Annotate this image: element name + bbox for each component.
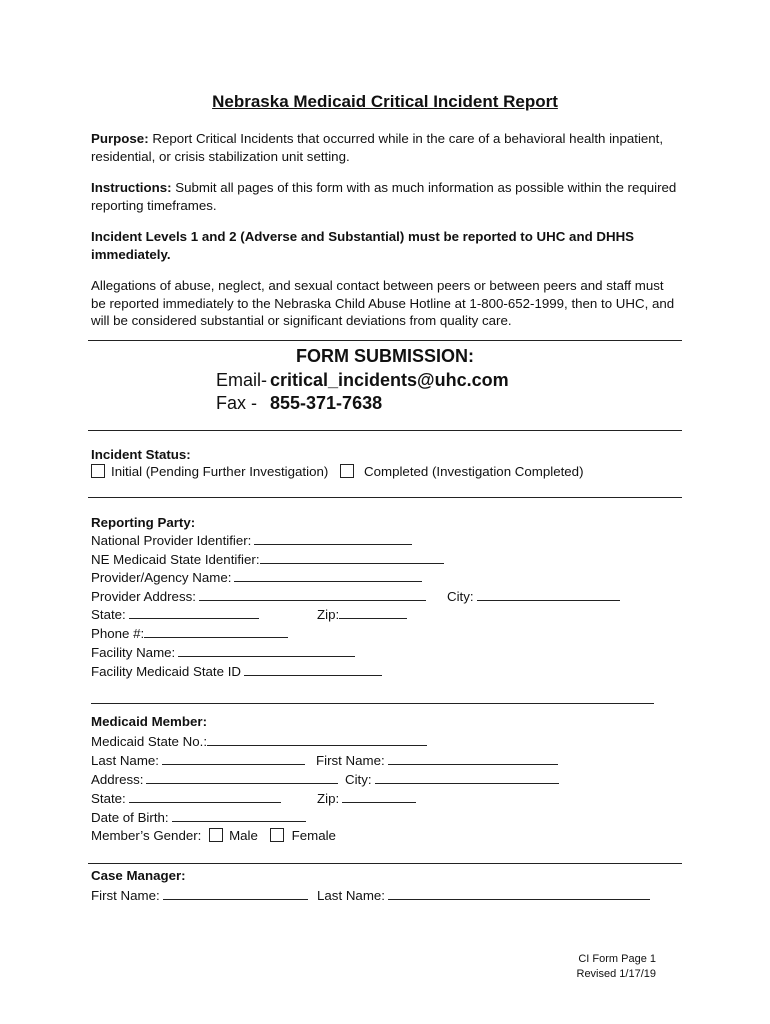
ne-medicaid-id-label: NE Medicaid State Identifier: — [91, 552, 260, 567]
phone-label: Phone #: — [91, 626, 145, 641]
ne-medicaid-id-row — [91, 551, 444, 567]
member-gender-label: Member’s Gender: — [91, 828, 202, 843]
member-state-no-field[interactable] — [207, 733, 427, 746]
incident-levels-notice: Incident Levels 1 and 2 (Adverse and Substantial) must be reported to UHC and DHHS immediately. — [91, 229, 635, 262]
member-zip-label: Zip: — [317, 791, 340, 806]
member-zip-row — [317, 790, 416, 806]
member-dob-field[interactable] — [172, 809, 306, 822]
provider-city-row — [447, 588, 620, 604]
footer-page-number: CI Form Page 1 — [578, 953, 656, 965]
member-address-row — [91, 771, 338, 787]
member-dob-row — [91, 809, 306, 825]
facility-id-field[interactable] — [244, 663, 382, 676]
provider-city-label: City: — [447, 589, 474, 604]
form-submission-heading: FORM SUBMISSION: — [296, 346, 474, 366]
member-first-name-label: First Name: — [316, 753, 385, 768]
facility-id-label: Facility Medicaid State ID — [91, 664, 242, 679]
incident-status-options — [91, 464, 584, 479]
footer-revision: Revised 1/17/19 — [576, 968, 656, 980]
email-label: Email- — [216, 370, 268, 390]
case-manager-first-name-row — [91, 887, 308, 903]
member-city-field[interactable] — [375, 771, 559, 784]
purpose-paragraph — [91, 130, 681, 165]
ne-medicaid-id-field[interactable] — [260, 551, 444, 564]
member-city-row — [345, 771, 559, 787]
divider — [88, 340, 682, 341]
provider-state-label: State: — [91, 607, 126, 622]
provider-address-field[interactable] — [199, 588, 426, 601]
male-checkbox[interactable] — [209, 828, 223, 842]
facility-name-row — [91, 644, 355, 660]
member-last-name-field[interactable] — [162, 752, 305, 765]
agency-name-field[interactable] — [234, 569, 422, 582]
purpose-text: Report Critical Incidents that occurred while in the care of a behavioral health inpatient, residential, or crisis stabilization unit setting. — [91, 131, 664, 164]
provider-zip-field[interactable] — [339, 606, 407, 619]
npi-label: National Provider Identifier: — [91, 533, 252, 548]
npi-row — [91, 532, 412, 548]
member-first-name-field[interactable] — [388, 752, 558, 765]
member-first-name-row — [316, 752, 558, 768]
facility-id-row — [91, 663, 382, 679]
case-manager-last-name-row — [317, 887, 650, 903]
allegations-notice: Allegations of abuse, neglect, and sexual contact between peers or between peers and staff must be reported immediately to the Nebraska Child Abuse Hotline at 1-800-652-1999, then to UHC, and will be considered substantial or significant deviations from quality care. — [91, 278, 675, 328]
female-checkbox[interactable] — [270, 828, 284, 842]
case-manager-last-name-field[interactable] — [388, 887, 650, 900]
fax-label: Fax - — [216, 393, 258, 413]
member-last-name-label: Last Name: — [91, 753, 159, 768]
completed-checkbox[interactable] — [340, 464, 354, 478]
initial-option-label: Initial (Pending Further Investigation) — [111, 464, 329, 479]
agency-name-row — [91, 569, 422, 585]
divider — [91, 703, 654, 704]
member-state-no-row — [91, 733, 427, 749]
provider-city-field[interactable] — [477, 588, 620, 601]
case-manager-last-name-label: Last Name: — [317, 888, 385, 903]
provider-zip-row — [317, 606, 407, 622]
case-manager-title: Case Manager: — [91, 868, 186, 883]
member-city-label: City: — [345, 772, 372, 787]
divider — [88, 430, 682, 431]
initial-checkbox[interactable] — [91, 464, 105, 478]
email-value: critical_incidents@uhc.com — [270, 370, 509, 390]
page-footer — [577, 952, 657, 982]
agency-name-label: Provider/Agency Name: — [91, 570, 232, 585]
page-title: Nebraska Medicaid Critical Incident Report — [212, 92, 558, 111]
member-last-name-row — [91, 752, 305, 768]
member-gender-row — [91, 828, 336, 843]
submission-email — [216, 370, 509, 391]
female-label: Female — [291, 828, 336, 843]
medicaid-member-title: Medicaid Member: — [91, 714, 208, 729]
provider-address-label: Provider Address: — [91, 589, 196, 604]
incident-status-title: Incident Status: — [91, 447, 191, 462]
member-dob-label: Date of Birth: — [91, 810, 169, 825]
submission-fax — [216, 393, 382, 414]
provider-zip-label: Zip: — [317, 607, 340, 622]
provider-address-row — [91, 588, 426, 604]
member-address-field[interactable] — [146, 771, 338, 784]
divider — [88, 863, 682, 864]
provider-state-row — [91, 606, 259, 622]
member-state-field[interactable] — [129, 790, 281, 803]
divider — [88, 497, 682, 498]
completed-option-label: Completed (Investigation Completed) — [364, 464, 584, 479]
member-zip-field[interactable] — [342, 790, 416, 803]
male-label: Male — [229, 828, 258, 843]
member-address-label: Address: — [91, 772, 144, 787]
phone-row — [91, 625, 288, 641]
instructions-text: Submit all pages of this form with as much information as possible within the required reporting timeframes. — [91, 180, 677, 213]
fax-value: 855-371-7638 — [270, 393, 383, 413]
reporting-party-title: Reporting Party: — [91, 515, 196, 530]
facility-name-field[interactable] — [178, 644, 355, 657]
phone-field[interactable] — [144, 625, 288, 638]
instructions-paragraph — [91, 179, 681, 214]
member-state-label: State: — [91, 791, 126, 806]
facility-name-label: Facility Name: — [91, 645, 176, 660]
provider-state-field[interactable] — [129, 606, 259, 619]
purpose-label: Purpose: — [91, 131, 149, 146]
member-state-no-label: Medicaid State No.: — [91, 734, 208, 749]
case-manager-first-name-field[interactable] — [163, 887, 308, 900]
member-state-row — [91, 790, 281, 806]
npi-field[interactable] — [254, 532, 412, 545]
case-manager-first-name-label: First Name: — [91, 888, 160, 903]
instructions-label: Instructions: — [91, 180, 172, 195]
